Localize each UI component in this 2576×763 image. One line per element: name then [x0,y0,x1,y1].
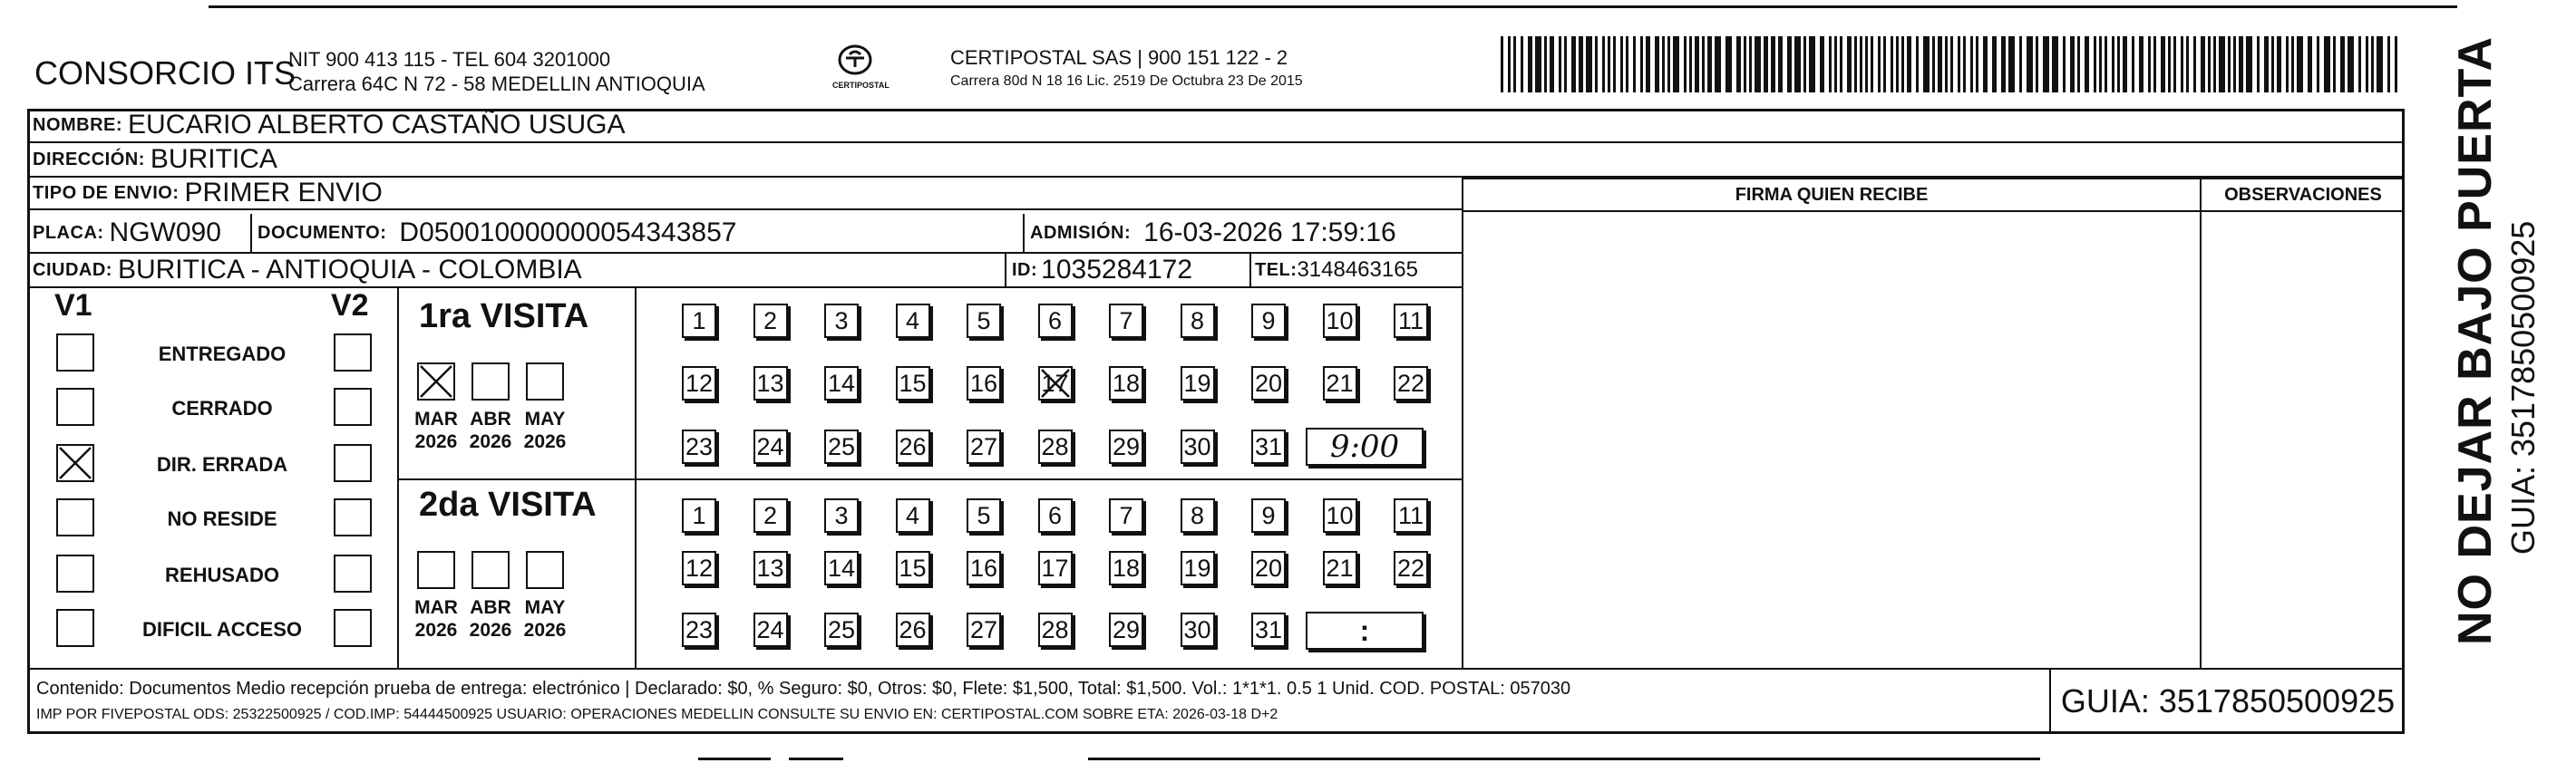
first-visit-day-21[interactable]: 21 [1323,366,1357,401]
barcode-bar [2161,36,2165,92]
barcode-bar [1744,36,1746,92]
barcode-bar [1840,36,1842,92]
barcode-bar [1595,36,1598,92]
barcode-bar [2105,36,2107,92]
first-visit-day-13[interactable]: 13 [753,366,788,401]
barcode-bar [2317,36,2319,92]
barcode-bar [1809,36,1815,92]
second-visit-day-15[interactable]: 15 [896,551,930,585]
v1-checkbox-3[interactable] [56,498,94,536]
row-ciudad-bottom [27,286,1463,288]
firma-header: FIRMA QUIEN RECIBE [1735,184,1929,205]
first-visit-day-25[interactable]: 25 [824,430,859,464]
second-visit-title: 2da VISITA [419,486,597,524]
barcode-bar [2264,36,2269,92]
ciudad-cell [27,254,582,286]
barcode-bar [1579,36,1583,92]
first-visit-day-6[interactable]: 6 [1038,304,1073,338]
second-visit-month-abr[interactable] [471,551,510,589]
first-visit-day-18[interactable]: 18 [1109,366,1143,401]
first-visit-month-abr[interactable] [471,362,510,401]
barcode-bar [2027,36,2033,92]
barcode-bar [2168,36,2171,92]
v1-checkbox-4[interactable] [56,555,94,593]
second-visit-day-31[interactable]: 31 [1251,613,1286,647]
barcode-bar [1950,36,1953,92]
second-visit-day-16[interactable]: 16 [967,551,1001,585]
second-visit-day-2[interactable]: 2 [753,498,788,533]
barcode-bar [2173,36,2176,92]
second-visit-day-17[interactable]: 17 [1038,551,1073,585]
barcode-bar [2358,36,2361,92]
barcode-bar [2333,36,2336,92]
barcode-bar [1608,36,1610,92]
second-visit-month-mar[interactable] [417,551,455,589]
direccion-value: BURITICA [150,144,277,174]
second-visit-day-13[interactable]: 13 [753,551,788,585]
barcode-bar [2085,36,2089,92]
first-visit-day-28[interactable]: 28 [1038,430,1073,464]
second-visit-day-9[interactable]: 9 [1251,498,1286,533]
second-visit-day-11[interactable]: 11 [1394,498,1428,533]
carrier-name: CERTIPOSTAL SAS | 900 151 122 - 2 [950,46,1288,69]
barcode-bar [1771,36,1775,92]
barcode-bar [1860,36,1862,92]
barcode-bar [1550,36,1554,92]
barcode-bar [2094,36,2096,92]
second-visit-day-1[interactable]: 1 [682,498,716,533]
barcode-bar [2371,36,2374,92]
second-visit-day-20[interactable]: 20 [1251,551,1286,585]
barcode-bar [1901,36,1904,92]
check-x-mark [56,444,94,482]
second-visit-day-28[interactable]: 28 [1038,613,1073,647]
barcode-bar [2395,36,2397,92]
placa-label: PLACA: [33,222,104,243]
nombre-value: EUCARIO ALBERTO CASTAÑO USUGA [128,110,626,140]
year-label: 2026 [414,620,458,641]
second-visit-day-7[interactable]: 7 [1109,498,1143,533]
v1-checkbox-1[interactable] [56,388,94,426]
barcode-bar [1834,36,1837,92]
documento-label: DOCUMENTO: [258,222,387,243]
status-option-label: NO RESIDE [167,507,277,530]
footer-print-info: IMP POR FIVEPOSTAL ODS: 25322500925 / COD.IMP: 54444500925 USUARIO: OPERACIONES MEDELLIN CONSULTE SU ENVIO EN: CERTIPOSTAL.COM SOBRE ETA: 2026-03-18 D+2 [36,707,1278,722]
barcode-bar [1878,36,1881,92]
first-visit-day-12[interactable]: 12 [682,366,716,401]
barcode-bar [1586,36,1592,92]
barcode-bar [2387,36,2390,92]
v1-checkbox-5[interactable] [56,609,94,647]
barcode-bar [1501,36,1503,92]
barcode-bar [2271,36,2274,92]
id-cell [1006,254,1192,286]
v2-checkbox-0[interactable] [334,333,372,372]
barcode-bar [1829,36,1832,92]
v2-checkbox-2[interactable] [334,444,372,482]
second-visit-day-29[interactable]: 29 [1109,613,1143,647]
second-visit-day-24[interactable]: 24 [753,613,788,647]
barcode-bar [1559,36,1561,92]
status-option-label: DIR. ERRADA [156,453,288,476]
barcode-bar [1684,36,1687,92]
month-label: ABR [470,409,511,430]
status-option-label: CERRADO [171,397,273,420]
barcode-bar [1736,36,1741,92]
barcode-bar [2052,36,2058,92]
second-visit-time-value: : [1359,613,1370,647]
obs-left [2200,178,2202,669]
first-visit-day-16[interactable]: 16 [967,366,1001,401]
second-visit-day-3[interactable]: 3 [824,498,859,533]
v2-checkbox-4[interactable] [334,555,372,593]
no-dejar-notice: NO DEJAR BAJO PUERTA [2449,35,2502,645]
barcode-bar [1602,36,1605,92]
v2-checkbox-3[interactable] [334,498,372,536]
barcode-bar [1620,36,1623,92]
id-value: 1035284172 [1041,255,1193,285]
second-visit-day-26[interactable]: 26 [896,613,930,647]
first-visit-day-8[interactable]: 8 [1181,304,1215,338]
carrier-info [950,45,1303,90]
barcode-bar [1871,36,1873,92]
barcode-bar [2366,36,2368,92]
ciudad-label: CIUDAD: [33,259,112,280]
second-visit-day-23[interactable]: 23 [682,613,716,647]
second-visit-day-6[interactable]: 6 [1038,498,1073,533]
year-label: 2026 [414,431,458,452]
barcode-bar [2008,36,2015,92]
barcode-bar [2181,36,2183,92]
second-visit-time[interactable] [1306,612,1424,650]
barcode-bar [2153,36,2156,92]
scan-mark [698,758,771,760]
direccion-label: DIRECCIÓN: [33,149,145,169]
barcode-bar [2246,36,2252,92]
barcode-bar [1794,36,1801,92]
month-label: MAR [414,409,458,430]
company-name: CONSORCIO ITS [34,54,296,92]
first-visit-day-30[interactable]: 30 [1181,430,1215,464]
status-option-label: ENTREGADO [158,343,287,365]
barcode [1501,36,2407,92]
ciudad-value: BURITICA - ANTIOQUIA - COLOMBIA [117,255,582,285]
second-visit-day-27[interactable]: 27 [967,613,1001,647]
company-nit: NIT 900 413 115 - TEL 604 3201000 [288,48,611,71]
second-visit-day-10[interactable]: 10 [1323,498,1357,533]
year-label: 2026 [523,620,567,641]
first-visit-day-9[interactable]: 9 [1251,304,1286,338]
observaciones-header: OBSERVACIONES [2224,184,2382,205]
first-visit-day-23[interactable]: 23 [682,430,716,464]
year-label: 2026 [523,431,567,452]
v1-checkbox-0[interactable] [56,333,94,372]
tipo-value: PRIMER ENVIO [184,178,383,208]
second-visit-day-12[interactable]: 12 [682,551,716,585]
barcode-bar [1667,36,1670,92]
check-x-mark [1038,366,1073,401]
barcode-bar [1564,36,1567,92]
barcode-bar [2308,36,2312,92]
documento-value: D050010000000054343857 [399,217,737,247]
first-visit-month-mar[interactable] [417,362,455,401]
barcode-bar [1787,36,1792,92]
barcode-bar [2186,36,2189,92]
v2-label: V2 [331,288,369,323]
second-visit-day-4[interactable]: 4 [896,498,930,533]
barcode-bar [1707,36,1712,92]
barcode-bar [1646,36,1650,92]
barcode-bar [1725,36,1732,92]
first-visit-day-4[interactable]: 4 [896,304,930,338]
barcode-bar [1764,36,1768,92]
barcode-bar [1932,36,1935,92]
barcode-bar [1702,36,1705,92]
second-visit-day-22[interactable]: 22 [1394,551,1428,585]
company-info [288,47,705,96]
barcode-bar [1970,36,1973,92]
certipostal-logo [832,43,889,100]
second-visit-day-21[interactable]: 21 [1323,551,1357,585]
barcode-bar [2257,36,2260,92]
barcode-bar [2123,36,2127,92]
first-visit-day-15[interactable]: 15 [896,366,930,401]
first-visit-day-1[interactable]: 1 [682,304,716,338]
barcode-bar [1633,36,1636,92]
v2-checkbox-5[interactable] [334,609,372,647]
barcode-bar [1803,36,1806,92]
first-visit-day-27[interactable]: 27 [967,430,1001,464]
barcode-bar [1640,36,1643,92]
barcode-bar [2070,36,2075,92]
barcode-bar [1983,36,1988,92]
barcode-bar [1945,36,1948,92]
row-direccion [27,143,2405,178]
v1-checkbox-2[interactable] [56,444,94,482]
first-visit-time-value: 9:00 [1329,429,1400,465]
barcode-bar [2043,36,2049,92]
first-visit-day-3[interactable]: 3 [824,304,859,338]
barcode-bar [2239,36,2243,92]
barcode-bar [1535,36,1541,92]
first-visit-day-20[interactable]: 20 [1251,366,1286,401]
second-visit-day-19[interactable]: 19 [1181,551,1215,585]
footer-top [27,668,2405,670]
first-visit-month-may[interactable] [526,362,564,401]
barcode-bar [1854,36,1857,92]
visit-divider [397,478,1463,480]
barcode-bar [2219,36,2225,92]
barcode-bar [1820,36,1824,92]
barcode-bar [1626,36,1628,92]
barcode-bar [1847,36,1852,92]
scan-mark [1088,758,2040,760]
company-address: Carrera 64C N 72 - 58 MEDELLIN ANTIOQUIA [288,72,705,95]
barcode-bar [2233,36,2236,92]
first-visit-title: 1ra VISITA [419,297,589,335]
first-visit-day-10[interactable]: 10 [1323,304,1357,338]
row-tipo [27,178,1463,210]
second-visit-day-14[interactable]: 14 [824,551,859,585]
barcode-bar [1963,36,1966,92]
barcode-bar [1755,36,1761,92]
month-label: MAY [524,409,566,430]
side-guia: GUIA: 3517850500925 [2504,220,2542,555]
row-nombre [27,109,2405,143]
carrier-address: Carrera 80d N 18 16 Lic. 2519 De Octubra 23 De 2015 [950,73,1303,89]
footer-guia: GUIA: 3517850500925 [2049,669,2405,734]
admision-label: ADMISIÓN: [1030,222,1132,243]
first-visit-day-24[interactable]: 24 [753,430,788,464]
nombre-label: NOMBRE: [33,114,123,135]
first-visit-day-31[interactable]: 31 [1251,430,1286,464]
logo-icon [837,43,873,76]
barcode-bar [2277,36,2281,92]
admision-value: 16-03-2026 17:59:16 [1143,217,1396,247]
barcode-bar [1958,36,1960,92]
barcode-bar [2377,36,2383,92]
first-visit-day-22[interactable]: 22 [1394,366,1428,401]
tel-cell [1251,254,1418,286]
barcode-bar [1571,36,1576,92]
v1-label: V1 [54,288,92,323]
barcode-bar [1528,36,1532,92]
barcode-bar [1689,36,1692,92]
barcode-bar [2208,36,2211,92]
first-visit-day-7[interactable]: 7 [1109,304,1143,338]
admision-cell [1025,214,1396,252]
id-label: ID: [1012,259,1038,280]
barcode-bar [1673,36,1679,92]
barcode-bar [2213,36,2216,92]
second-visit-day-8[interactable]: 8 [1181,498,1215,533]
v2-checkbox-1[interactable] [334,388,372,426]
barcode-bar [1923,36,1930,92]
first-visit-day-26[interactable]: 26 [896,430,930,464]
status-option-label: DIFICIL ACCESO [141,618,302,641]
barcode-bar [1662,36,1665,92]
month-label: ABR [470,597,511,618]
sig-header-bottom [1463,210,2405,212]
barcode-bar [2148,36,2151,92]
first-visit-day-5[interactable]: 5 [967,304,1001,338]
logo-text: CERTIPOSTAL [832,81,889,90]
barcode-bar [1896,36,1899,92]
barcode-bar [2340,36,2345,92]
second-visit-month-may[interactable] [526,551,564,589]
tipo-label: TIPO DE ENVIO: [33,182,180,203]
barcode-bar [1907,36,1911,92]
barcode-bar [2291,36,2294,92]
barcode-bar [1865,36,1868,92]
barcode-bar [1778,36,1783,92]
barcode-bar [2297,36,2303,92]
status-option-label: REHUSADO [165,564,279,586]
tel-label: TEL: [1255,259,1298,280]
first-visit-day-19[interactable]: 19 [1181,366,1215,401]
documento-cell [252,214,736,252]
second-visit-day-30[interactable]: 30 [1181,613,1215,647]
check-x-mark [417,362,455,401]
barcode-bar [2132,36,2134,92]
barcode-bar [2077,36,2080,92]
barcode-bar [2228,36,2231,92]
barcode-bar [1916,36,1919,92]
barcode-bar [1715,36,1721,92]
barcode-bar [1749,36,1752,92]
first-visit-day-14[interactable]: 14 [824,366,859,401]
barcode-bar [1508,36,1511,92]
footer-contents: Contenido: Documentos Medio recepción prueba de entrega: electrónico | Declarado: $0, % Seguro: $0, Otros: $0, Flete: $1,500, Total: $1,500. Vol.: 1*1*1. 0.5 1 Unid. COD. POSTAL: 057030 [36,679,1571,699]
second-visit-day-5[interactable]: 5 [967,498,1001,533]
barcode-bar [2099,36,2102,92]
barcode-bar [2139,36,2143,92]
month-label: MAY [524,597,566,618]
first-visit-day-11[interactable]: 11 [1394,304,1428,338]
barcode-bar [1938,36,1942,92]
barcode-bar [2036,36,2038,92]
barcode-bar [1891,36,1893,92]
second-visit-day-25[interactable]: 25 [824,613,859,647]
first-visit-day-29[interactable]: 29 [1109,430,1143,464]
first-visit-day-17[interactable]: 17 [1038,366,1073,401]
barcode-bar [1992,36,1997,92]
barcode-bar [2193,36,2196,92]
barcode-bar [1695,36,1699,92]
barcode-bar [1613,36,1616,92]
barcode-bar [2001,36,2006,92]
barcode-bar [1544,36,1547,92]
barcode-bar [2348,36,2354,92]
barcode-bar [2324,36,2330,92]
barcode-bar [2019,36,2022,92]
top-rule [209,5,2457,8]
first-visit-time[interactable] [1306,428,1424,466]
barcode-bar [1883,36,1886,92]
scan-mark [789,758,843,760]
barcode-bar [1513,36,1516,92]
barcode-bar [2201,36,2205,92]
first-visit-day-2[interactable]: 2 [753,304,788,338]
tel-value: 3148463165 [1297,257,1418,282]
month-label: MAR [414,597,458,618]
placa-value: NGW090 [109,217,221,247]
barcode-bar [2117,36,2120,92]
barcode-bar [1655,36,1659,92]
placa-cell [27,214,221,252]
barcode-bar [1976,36,1978,92]
barcode-bar [2286,36,2289,92]
year-label: 2026 [469,431,512,452]
second-visit-day-18[interactable]: 18 [1109,551,1143,585]
barcode-bar [2063,36,2066,92]
barcode-bar [1521,36,1523,92]
year-label: 2026 [469,620,512,641]
barcode-bar [2112,36,2114,92]
